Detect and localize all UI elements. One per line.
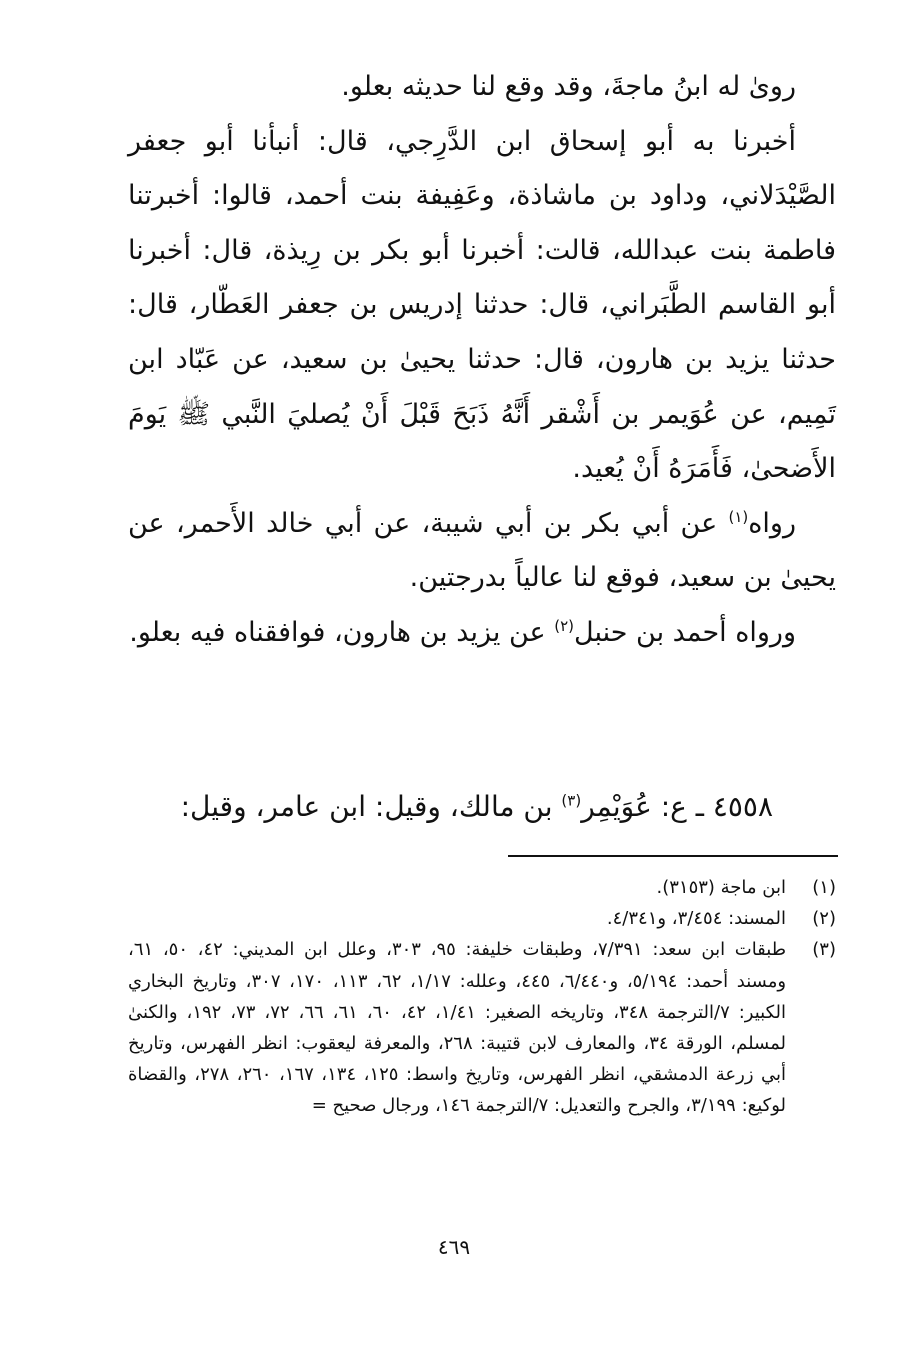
footnote-divider bbox=[508, 855, 838, 857]
paragraph-4 bbox=[128, 606, 836, 661]
footnote-2 bbox=[128, 903, 836, 934]
paragraph-4-text-start: ورواه أحمد بن حنبل bbox=[574, 616, 796, 648]
paragraph-1 bbox=[128, 60, 836, 115]
paragraph-1-text: رویٰ له ابنُ ماجةَ، وقد وقع لنا حديثه بعلو. bbox=[341, 71, 796, 102]
page-number: ٤٦٩ bbox=[437, 1235, 471, 1259]
footnote-text: ابن ماجة (٣١٥٣). bbox=[656, 877, 786, 898]
paragraph-3-text-start: رواه bbox=[748, 507, 796, 539]
paragraph-2-text: أخبرنا به أبو إسحاق ابن الدَّرِجي، قال: أنبأنا أبو جعفر الصَّيْدَلاني، وداود بن ماشاذة، وعَفِيفة بنت أحمد، قالوا: أخبرتنا فاطمة بنت عبدالله، قالت: أخبرنا أبو بكر بن رِيذة، قال: أخبرنا أبو القاسم الطَّبَراني، قال: حدثنا إدريس بن جعفر العَطّار، قال: حدثنا يزيد بن هارون، قال: حدثنا يحيىٰ بن سعيد، عن عَبّاد ابن تَمِيم، عن عُوَيمر بن أَشْقر أَنَّهُ ذَبَحَ قَبْلَ أَنْ يُصليَ النَّبي ﷺ يَومَ الأَضحىٰ، فَأَمَرَهُ أَنْ يُعيد. bbox=[128, 125, 836, 485]
footnote-text: المسند: ٣/٤٥٤، و٤/٣٤١. bbox=[606, 908, 786, 930]
main-text bbox=[128, 60, 836, 661]
paragraph-3 bbox=[128, 497, 836, 606]
footnotes bbox=[128, 872, 836, 1122]
entry-heading-end: بن مالك، وقيل: ابن عامر، وقيل: bbox=[180, 790, 562, 823]
footnote-ref-1: (١) bbox=[728, 507, 749, 526]
footnote-number: (٣) bbox=[812, 939, 836, 961]
footnote-number: (٢) bbox=[812, 908, 836, 930]
paragraph-4-text-end: عن يزيد بن هارون، فوافقناه فيه بعلو. bbox=[129, 616, 555, 648]
footnote-number: (١) bbox=[812, 877, 836, 898]
entry-heading bbox=[128, 785, 773, 829]
entry-heading-start: ٤٥٥٨ ـ ع: عُوَيْمِر bbox=[581, 790, 773, 823]
footnote-text: طبقات ابن سعد: ٧/٣٩١، وطبقات خليفة: ٩٥، ٣٠٣، وعلل ابن المديني: ٤٢، ٥٠، ٦١، ومسند أحمد: ٥/١٩٤، و٦/٤٤٠، ٤٤٥، وعلله: ١/١٧، ٦٢، ١١٣، ١٧٠، ٣٠٧، وتاريخ البخاري الكبير: ٧/الترجمة ٣٤٨، وتاريخه الصغير: ١/٤١، ٤٢، ٦٠، ٦١، ٦٦، ٧٢، ٧٣، ١٩٢، والكنىٰ لمسلم، الورقة ٣٤، والمعارف لابن قتيبة: ٢٦٨، والمعرفة ليعقوب: انظر الفهرس، وتاريخ أبي زرعة الدمشقي، انظر الفهرس، وتاريخ واسط: ١٢٥، ١٣٤، ١٦٧، ٢٦٠، ٢٧٨، والقضاة لوكيع: ٣/١٩٩، والجرح والتعديل: ٧/الترجمة ١٤٦، ورجال صحيح = bbox=[128, 939, 787, 1117]
paragraph-2 bbox=[128, 115, 836, 497]
footnote-1 bbox=[128, 872, 836, 903]
footnote-ref-3: (٣) bbox=[561, 791, 582, 810]
footnote-ref-2: (٢) bbox=[554, 616, 574, 635]
paragraph-3-text-end: عن أبي بكر بن أبي شيبة، عن أبي خالد الأَحمر، عن يحيىٰ بن سعيد، فوقع لنا عالياً بدرجتين. bbox=[128, 507, 836, 594]
footnote-3 bbox=[128, 934, 836, 1121]
